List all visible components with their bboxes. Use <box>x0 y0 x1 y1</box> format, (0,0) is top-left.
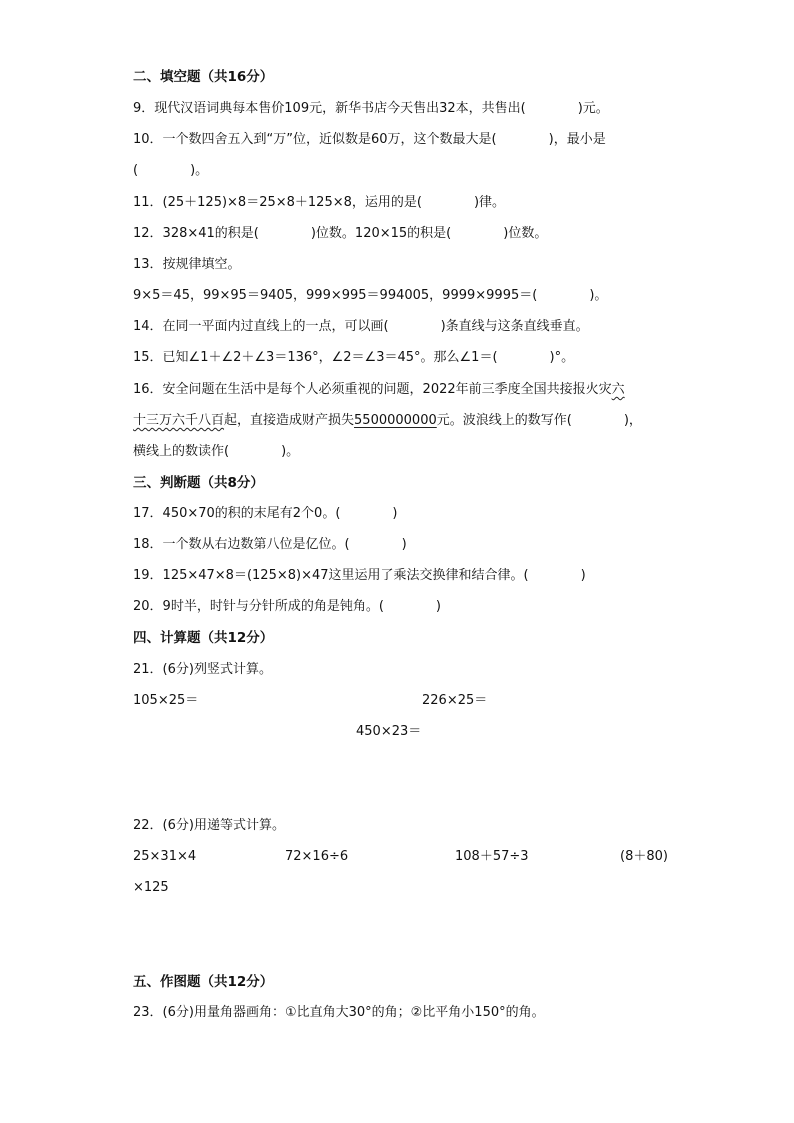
question-13-title: 13．按规律填空。 <box>133 257 241 272</box>
question-22-expr-2: 72×16÷6 <box>285 849 349 864</box>
section-heading-fill-blank: 二、填空题（共16分） <box>133 69 274 85</box>
question-23: 23．(6分)用量角器画角：①比直角大30°的角；②比平角小150°的角。 <box>133 1005 545 1020</box>
question-22-expr-1: 25×31×4 <box>133 849 197 864</box>
question-16-text-b: 起，直接造成财产损失 <box>224 413 355 428</box>
section-heading-calculation: 四、计算题（共12分） <box>133 630 274 646</box>
question-16-text-c: 元。波浪线上的数写作( )， <box>436 413 642 428</box>
question-14: 14．在同一平面内过直线上的一点，可以画( )条直线与这条直线垂直。 <box>133 319 589 334</box>
section-heading-judgement: 三、判断题（共8分） <box>133 475 264 491</box>
question-11: 11．(25＋125)×8＝25×8＋125×8，运用的是( )律。 <box>133 195 506 210</box>
question-22-expr-4-part1: (8＋80) <box>620 849 668 864</box>
question-16-underlined-number: 5500000000 <box>354 413 437 428</box>
section-heading-drawing: 五、作图题（共12分） <box>133 974 274 990</box>
question-17: 17．450×70的积的末尾有2个0。( ) <box>133 506 398 521</box>
question-20: 20．9时半，时针与分针所成的角是钝角。( ) <box>133 599 441 614</box>
question-21-expr-2: 226×25＝ <box>422 693 488 708</box>
question-16-wavy-number-part2: 十三万六千八百 <box>133 413 225 428</box>
question-16-line1 <box>133 381 625 399</box>
question-15: 15．已知∠1＋∠2＋∠3＝136°，∠2＝∠3＝45°。那么∠1＝( )°。 <box>133 350 575 365</box>
question-19: 19．125×47×8＝(125×8)×47这里运用了乘法交换律和结合律。( ) <box>133 568 586 583</box>
question-13-sequence: 9×5＝45，99×95＝9405，999×995＝994005，9999×9995＝( )。 <box>133 288 608 303</box>
question-9: 9．现代汉语词典每本售价109元，新华书店今天售出32本，共售出( )元。 <box>133 101 609 116</box>
question-10-line1: 10．一个数四舍五入到“万”位，近似数是60万，这个数最大是( )，最小是 <box>133 132 606 147</box>
question-16-text-a: 16．安全问题在生活中是每个人必须重视的问题，2022年前三季度全国共接报火灾 <box>133 382 612 397</box>
question-18: 18．一个数从右边数第八位是亿位。( ) <box>133 537 407 552</box>
question-16-line3: 横线上的数读作( )。 <box>133 444 300 459</box>
question-21-expr-3: 450×23＝ <box>356 724 422 739</box>
question-16-line2 <box>133 412 642 430</box>
question-12: 12．328×41的积是( )位数。120×15的积是( )位数。 <box>133 226 548 241</box>
question-22: 22．(6分)用递等式计算。 <box>133 818 285 833</box>
question-21-expr-1: 105×25＝ <box>133 693 199 708</box>
question-21: 21．(6分)列竖式计算。 <box>133 662 272 677</box>
question-22-expr-4-part2: ×125 <box>133 880 169 895</box>
question-16-wavy-number-part1: 六 <box>611 382 625 397</box>
question-10-line2: ( )。 <box>133 163 209 178</box>
question-22-expr-3: 108＋57÷3 <box>455 849 529 864</box>
